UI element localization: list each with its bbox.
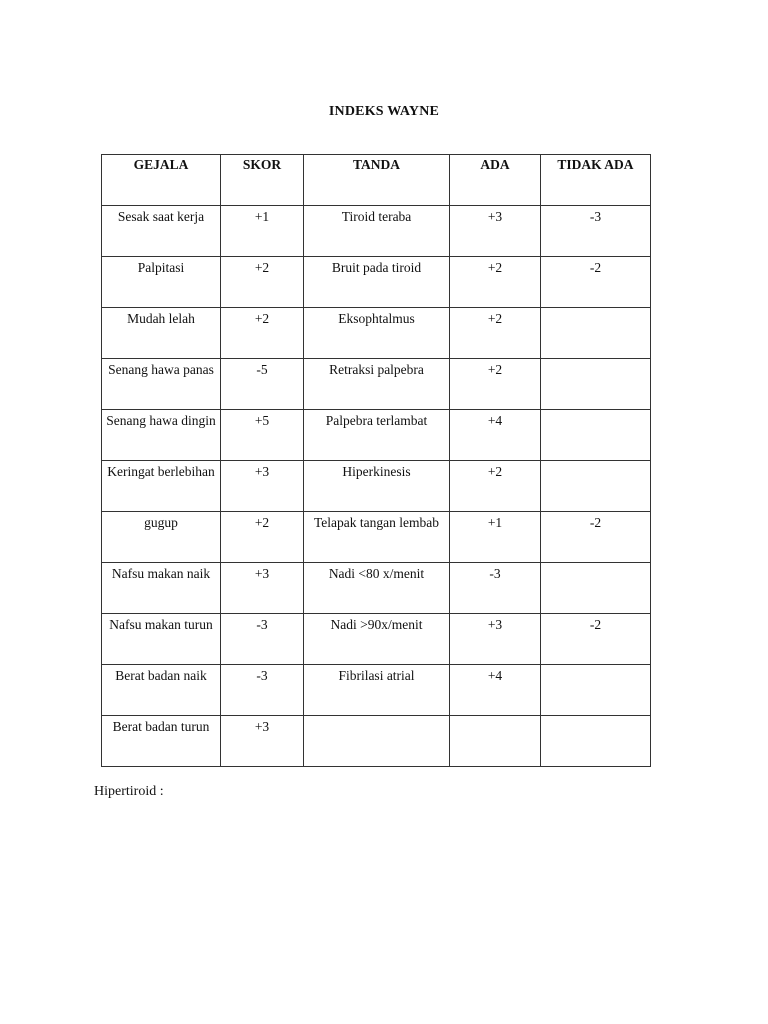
cell-tanda bbox=[304, 206, 450, 257]
cell-ada-text: +2 bbox=[487, 260, 503, 275]
cell-tanda-text: Retraksi palpebra bbox=[329, 362, 424, 377]
cell-gejala-text: Nafsu makan naik bbox=[111, 566, 211, 581]
cell-skor-text: +2 bbox=[254, 260, 270, 275]
cell-skor bbox=[221, 410, 304, 461]
cell-tanda-text: Eksophtalmus bbox=[338, 311, 415, 326]
cell-tidak-ada bbox=[541, 512, 651, 563]
table-row bbox=[102, 308, 651, 359]
cell-ada-text: +1 bbox=[487, 515, 503, 530]
cell-tanda bbox=[304, 461, 450, 512]
cell-ada bbox=[450, 359, 541, 410]
cell-ada bbox=[450, 206, 541, 257]
cell-tidak-ada bbox=[541, 410, 651, 461]
table-row bbox=[102, 563, 651, 614]
cell-skor bbox=[221, 359, 304, 410]
cell-gejala-text: Keringat berlebihan bbox=[107, 464, 215, 479]
table-row bbox=[102, 716, 651, 767]
cell-gejala-text: Berat badan turun bbox=[112, 719, 210, 734]
cell-ada bbox=[450, 563, 541, 614]
cell-tanda bbox=[304, 410, 450, 461]
table-row bbox=[102, 206, 651, 257]
cell-tidak-ada-text: -2 bbox=[589, 617, 602, 632]
cell-tanda bbox=[304, 359, 450, 410]
cell-tanda bbox=[304, 563, 450, 614]
cell-ada-text: +2 bbox=[487, 464, 503, 479]
header-tanda: TANDA bbox=[304, 155, 450, 206]
cell-ada bbox=[450, 665, 541, 716]
cell-ada bbox=[450, 512, 541, 563]
cell-skor bbox=[221, 206, 304, 257]
cell-tidak-ada bbox=[541, 665, 651, 716]
table-row bbox=[102, 614, 651, 665]
cell-tidak-ada bbox=[541, 563, 651, 614]
header-tidak-ada: TIDAK ADA bbox=[541, 155, 651, 206]
cell-gejala-text: Sesak saat kerja bbox=[117, 209, 205, 224]
cell-tanda-text: Palpebra terlambat bbox=[325, 413, 428, 428]
cell-skor bbox=[221, 716, 304, 767]
cell-gejala bbox=[102, 512, 221, 563]
cell-tanda-text: Tiroid teraba bbox=[341, 209, 412, 224]
cell-skor-text: +3 bbox=[254, 464, 270, 479]
cell-gejala bbox=[102, 308, 221, 359]
hipertiroid-label: Hipertiroid : bbox=[94, 784, 164, 799]
cell-tanda bbox=[304, 716, 450, 767]
cell-ada-text: +3 bbox=[487, 209, 503, 224]
cell-gejala bbox=[102, 359, 221, 410]
table-row bbox=[102, 410, 651, 461]
cell-skor-text: +2 bbox=[254, 311, 270, 326]
cell-gejala-text: Senang hawa panas bbox=[108, 362, 214, 377]
cell-tidak-ada-text: -3 bbox=[589, 209, 602, 224]
cell-gejala bbox=[102, 461, 221, 512]
cell-tidak-ada bbox=[541, 257, 651, 308]
cell-tanda bbox=[304, 665, 450, 716]
cell-ada bbox=[450, 308, 541, 359]
cell-skor bbox=[221, 461, 304, 512]
cell-skor bbox=[221, 308, 304, 359]
cell-ada-text: +2 bbox=[487, 311, 503, 326]
cell-ada-text: +4 bbox=[487, 413, 503, 428]
cell-tanda-text: Hiperkinesis bbox=[342, 464, 411, 479]
cell-tidak-ada bbox=[541, 359, 651, 410]
document-title: INDEKS WAYNE bbox=[328, 104, 440, 119]
header-gejala: GEJALA bbox=[102, 155, 221, 206]
cell-tanda bbox=[304, 512, 450, 563]
cell-ada bbox=[450, 716, 541, 767]
cell-skor bbox=[221, 665, 304, 716]
cell-skor-text: +3 bbox=[254, 719, 270, 734]
cell-gejala bbox=[102, 614, 221, 665]
cell-ada bbox=[450, 257, 541, 308]
cell-skor-text: +1 bbox=[254, 209, 270, 224]
cell-tidak-ada bbox=[541, 461, 651, 512]
wayne-index-table bbox=[101, 154, 651, 767]
cell-gejala bbox=[102, 206, 221, 257]
table-header-row bbox=[102, 155, 651, 206]
cell-ada bbox=[450, 410, 541, 461]
cell-tidak-ada bbox=[541, 716, 651, 767]
cell-tanda-text: Fibrilasi atrial bbox=[338, 668, 415, 683]
table-row bbox=[102, 257, 651, 308]
cell-tidak-ada bbox=[541, 614, 651, 665]
header-skor: SKOR bbox=[221, 155, 304, 206]
cell-tanda-text: Nadi <80 x/menit bbox=[328, 566, 425, 581]
cell-skor bbox=[221, 563, 304, 614]
cell-tidak-ada bbox=[541, 308, 651, 359]
cell-tanda bbox=[304, 257, 450, 308]
table-row bbox=[102, 359, 651, 410]
cell-ada bbox=[450, 614, 541, 665]
cell-gejala-text: Palpitasi bbox=[137, 260, 185, 275]
cell-ada bbox=[450, 461, 541, 512]
table-row bbox=[102, 512, 651, 563]
table-row bbox=[102, 665, 651, 716]
cell-skor-text: +5 bbox=[254, 413, 270, 428]
cell-tidak-ada bbox=[541, 206, 651, 257]
cell-tidak-ada-text: -2 bbox=[589, 260, 602, 275]
cell-ada-text: -3 bbox=[489, 566, 501, 581]
cell-gejala-text: gugup bbox=[144, 515, 178, 530]
cell-tidak-ada-text: -2 bbox=[589, 515, 602, 530]
cell-skor-text: -3 bbox=[256, 617, 268, 632]
cell-tanda bbox=[304, 614, 450, 665]
cell-gejala-text: Nafsu makan turun bbox=[109, 617, 213, 632]
header-ada: ADA bbox=[450, 155, 541, 206]
cell-gejala-text: Berat badan naik bbox=[115, 668, 207, 683]
cell-gejala-text: Senang hawa dingin bbox=[106, 413, 216, 428]
table-body bbox=[102, 206, 651, 767]
cell-tanda-text: Nadi >90x/menit bbox=[330, 617, 423, 632]
cell-skor bbox=[221, 614, 304, 665]
cell-ada-text: +3 bbox=[487, 617, 503, 632]
cell-skor bbox=[221, 512, 304, 563]
cell-gejala-text: Mudah lelah bbox=[127, 311, 195, 326]
cell-skor-text: -3 bbox=[256, 668, 268, 683]
cell-tanda-text: Telapak tangan lembab bbox=[313, 515, 439, 530]
cell-skor-text: +3 bbox=[254, 566, 270, 581]
cell-skor-text: +2 bbox=[254, 515, 270, 530]
cell-ada-text: +2 bbox=[487, 362, 503, 377]
cell-tanda bbox=[304, 308, 450, 359]
cell-gejala bbox=[102, 410, 221, 461]
cell-gejala bbox=[102, 563, 221, 614]
cell-tanda-text: Bruit pada tiroid bbox=[331, 260, 422, 275]
cell-gejala bbox=[102, 665, 221, 716]
cell-ada-text: +4 bbox=[487, 668, 503, 683]
cell-skor-text: -5 bbox=[256, 362, 268, 377]
cell-gejala bbox=[102, 257, 221, 308]
cell-gejala bbox=[102, 716, 221, 767]
cell-skor bbox=[221, 257, 304, 308]
table-row bbox=[102, 461, 651, 512]
